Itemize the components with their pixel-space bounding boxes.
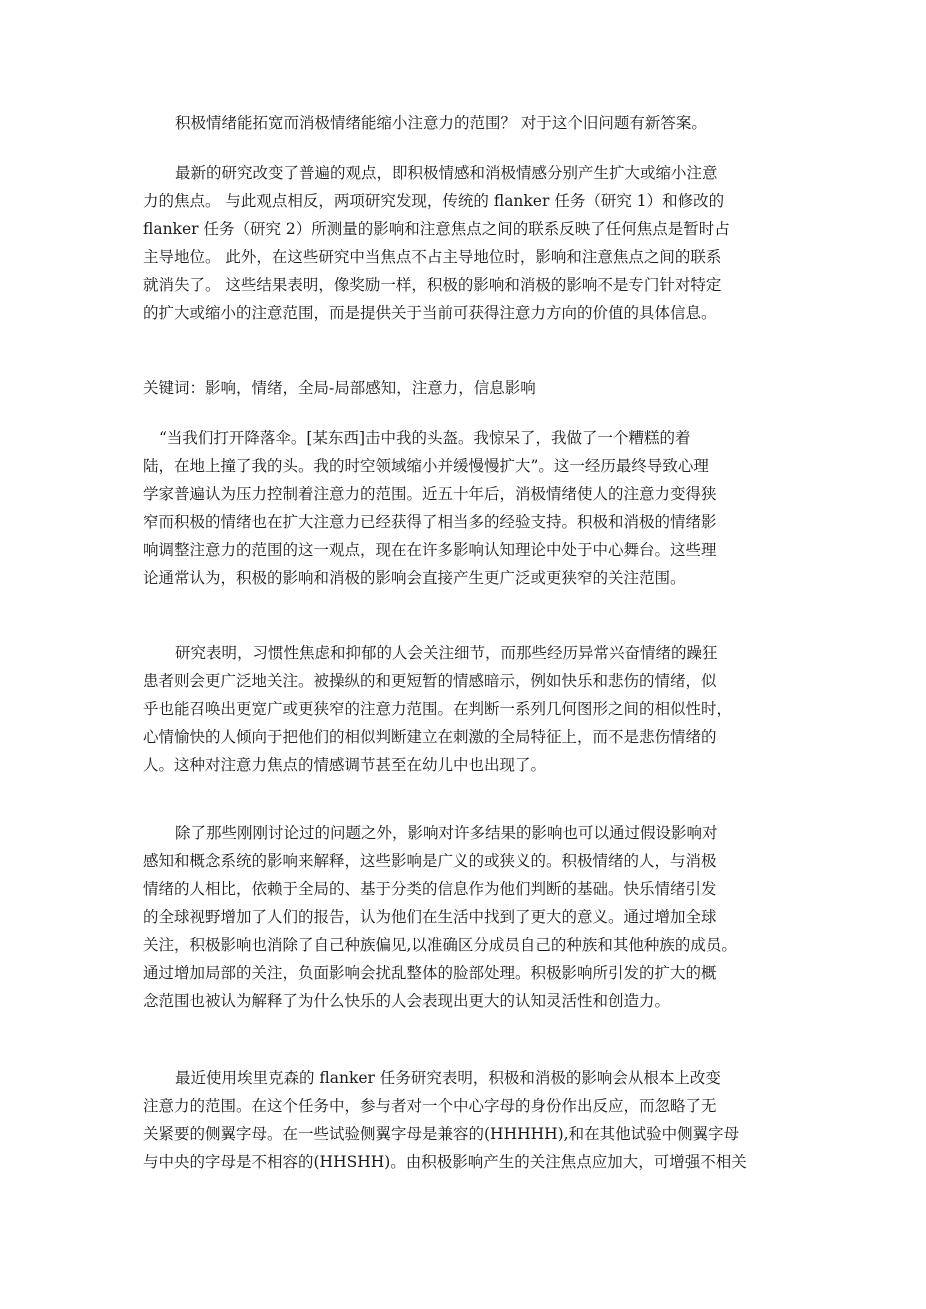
paragraph-line: 关注，积极影响也消除了自己种族偏见,以准确区分成员自己的种族和其他种族的成员。 bbox=[143, 936, 737, 954]
paragraph-line: 的全球视野增加了人们的报告，认为他们在生活中找到了更大的意义。通过增加全球 bbox=[143, 908, 717, 926]
paragraph-line: 最近使用埃里克森的 flanker 任务研究表明，积极和消极的影响会从根本上改变 bbox=[175, 1069, 721, 1087]
keywords-line bbox=[143, 374, 803, 402]
abstract-line: 最新的研究改变了普遍的观点，即积极情感和消极情感分别产生扩大或缩小注意 bbox=[175, 164, 718, 182]
body-paragraph-3 bbox=[143, 819, 803, 1015]
paragraph-line: 心情愉快的人倾向于把他们的相似判断建立在刺激的全局特征上，而不是悲伤情绪的 bbox=[143, 728, 717, 746]
paragraph-line: 关紧要的侧翼字母。在一些试验侧翼字母是兼容的(HHHHH),和在其他试验中侧翼字母 bbox=[143, 1125, 740, 1143]
paragraph-line: 情绪的人相比，依赖于全局的、基于分类的信息作为他们判断的基础。快乐情绪引发 bbox=[143, 880, 717, 898]
body-paragraph-4 bbox=[143, 1064, 803, 1176]
paragraph-line: 除了那些刚刚讨论过的问题之外，影响对许多结果的影响也可以通过假设影响对 bbox=[175, 824, 718, 842]
keywords-text: 关键词：影响，情绪，全局-局部感知，注意力，信息影响 bbox=[143, 379, 536, 397]
title-line bbox=[143, 109, 803, 137]
abstract-paragraph bbox=[143, 159, 803, 327]
paragraph-line: 学家普遍认为压力控制着注意力的范围。近五十年后，消极情绪使人的注意力变得狭 bbox=[143, 485, 717, 503]
body-paragraph-2 bbox=[143, 639, 803, 779]
abstract-line: 就消失了。 这些结果表明，像奖励一样，积极的影响和消极的影响不是专门针对特定 bbox=[143, 276, 722, 294]
title-text: 积极情绪能拓宽而消极情绪能缩小注意力的范围？ 对于这个旧问题有新答案。 bbox=[175, 114, 707, 132]
paragraph-line: 念范围也被认为解释了为什么快乐的人会表现出更大的认知灵活性和创造力。 bbox=[143, 992, 671, 1010]
abstract-line: 力的焦点。 与此观点相反，两项研究发现，传统的 flanker 任务（研究 1）和修改的 bbox=[143, 192, 725, 210]
paragraph-line: 论通常认为，积极的影响和消极的影响会直接产生更广泛或更狭窄的关注范围。 bbox=[143, 569, 686, 587]
paragraph-line: 感知和概念系统的影响来解释，这些影响是广义的或狭义的。积极情绪的人，与消极 bbox=[143, 852, 717, 870]
paragraph-line: 与中央的字母是不相容的(HHSHH)。由积极影响产生的关注焦点应加大，可增强不相关 bbox=[143, 1153, 747, 1171]
abstract-line: 主导地位。 此外，在这些研究中当焦点不占主导地位时，影响和注意焦点之间的联系 bbox=[143, 248, 722, 266]
body-paragraph-1 bbox=[143, 424, 803, 592]
paragraph-line: 人。这种对注意力焦点的情感调节甚至在幼儿中也出现了。 bbox=[143, 756, 547, 774]
paragraph-line: 响调整注意力的范围的这一观点，现在在许多影响认知理论中处于中心舞台。这些理 bbox=[143, 541, 717, 559]
paragraph-line: “当我们打开降落伞。[某东西]击中我的头盔。我惊呆了，我做了一个糟糕的着 bbox=[159, 429, 691, 447]
paragraph-line: 窄而积极的情绪也在扩大注意力已经获得了相当多的经验支持。积极和消极的情绪影 bbox=[143, 513, 717, 531]
paragraph-line: 研究表明，习惯性焦虑和抑郁的人会关注细节，而那些经历异常兴奋情绪的躁狂 bbox=[175, 644, 718, 662]
paragraph-line: 陆，在地上撞了我的头。我的时空领域缩小并缓慢慢扩大”。这一经历最终导致心理 bbox=[143, 457, 709, 475]
abstract-line: flanker 任务（研究 2）所测量的影响和注意焦点之间的联系反映了任何焦点是暂时占 bbox=[143, 220, 730, 238]
abstract-line: 的扩大或缩小的注意范围，而是提供关于当前可获得注意力方向的价值的具体信息。 bbox=[143, 304, 717, 322]
paragraph-line: 患者则会更广泛地关注。被操纵的和更短暂的情感暗示，例如快乐和悲伤的情绪，似 bbox=[143, 672, 717, 690]
paragraph-line: 注意力的范围。在这个任务中，参与者对一个中心字母的身份作出反应，而忽略了无 bbox=[143, 1097, 717, 1115]
paragraph-line: 乎也能召唤出更宽广或更狭窄的注意力范围。在判断一系列几何图形之间的相似性时， bbox=[143, 700, 733, 718]
paragraph-line: 通过增加局部的关注，负面影响会扰乱整体的脸部处理。积极影响所引发的扩大的概 bbox=[143, 964, 717, 982]
